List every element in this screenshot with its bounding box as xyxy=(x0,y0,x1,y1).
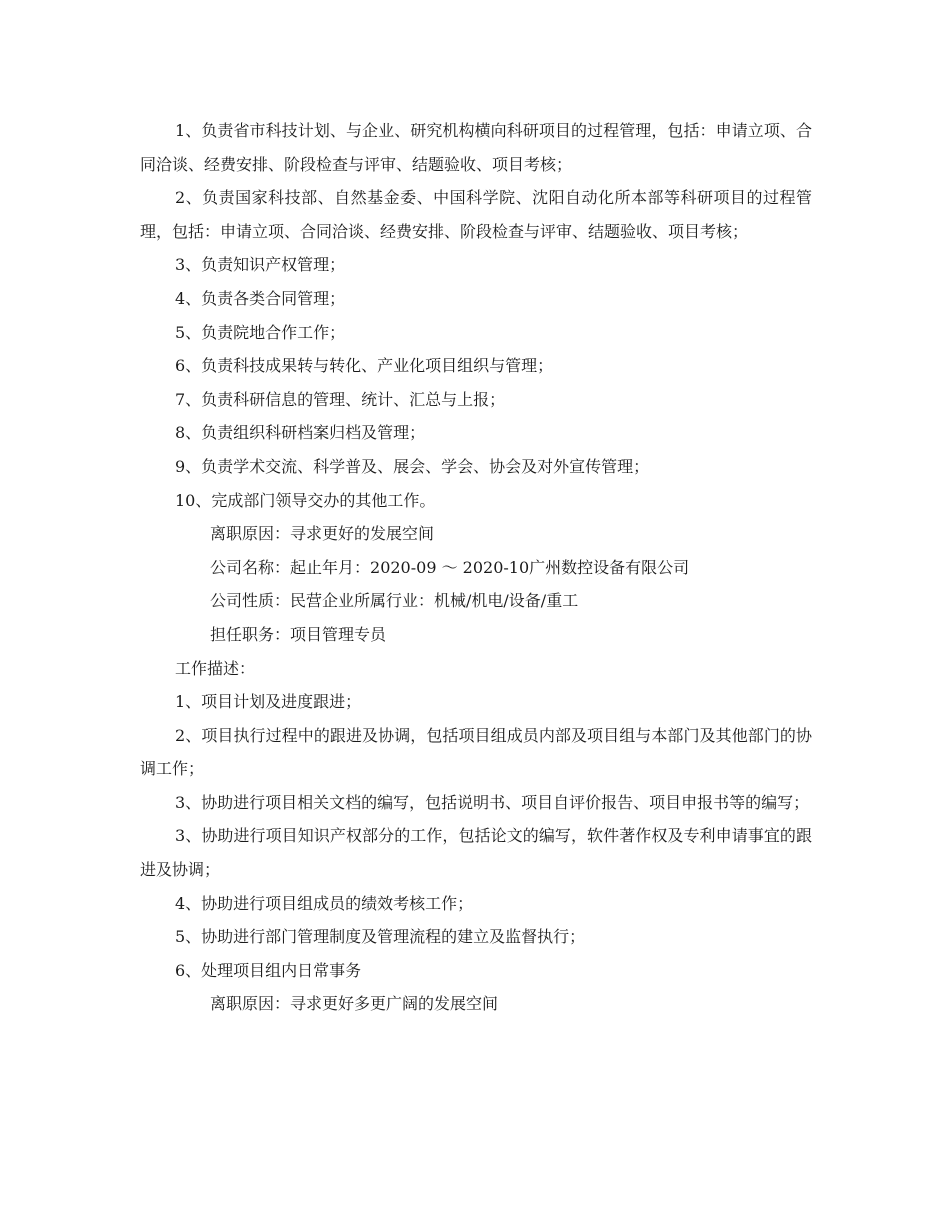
field-line-leave-reason-final xyxy=(140,987,812,1021)
work-paragraph: 1、项目计划及进度跟进； xyxy=(175,692,362,712)
duty-paragraph: 10、完成部门领导交办的其他工作。 xyxy=(175,490,436,510)
work-paragraph: 5、协助进行部门管理制度及管理流程的建立及监督执行； xyxy=(175,927,586,947)
field-line-company-name xyxy=(140,551,812,585)
field-value: 项目管理专员 xyxy=(290,624,387,644)
field-value: 寻求更好的发展空间 xyxy=(290,524,435,544)
duty-paragraph: 7、负责科研信息的管理、统计、汇总与上报； xyxy=(175,389,506,409)
duty-paragraph: 6、负责科技成果转与转化、产业化项目组织与管理； xyxy=(175,356,554,376)
work-paragraph: 4、协助进行项目组成员的绩效考核工作； xyxy=(175,893,474,913)
field-label: 担任职务： xyxy=(210,624,291,644)
field-value: 民营企业所属行业：机械/机电/设备/重工 xyxy=(290,591,579,611)
work-paragraph: 3、协助进行项目知识产权部分的工作，包括论文的编写，软件著作权及专利申请事宜的跟进及协调； xyxy=(140,826,812,880)
duty-paragraph: 5、负责院地合作工作； xyxy=(175,322,346,342)
field-label: 离职原因： xyxy=(210,524,291,544)
work-paragraph: 2、项目执行过程中的跟进及协调，包括项目组成员内部及项目组与本部门及其他部门的协调工作； xyxy=(140,725,812,779)
document-body xyxy=(140,114,812,1021)
field-label: 离职原因： xyxy=(210,994,291,1014)
duty-paragraph: 4、负责各类合同管理； xyxy=(175,288,346,308)
field-label: 公司名称： xyxy=(210,557,291,577)
work-paragraph: 3、协助进行项目相关文档的编写，包括说明书、项目自评价报告、项目申报书等的编写； xyxy=(175,792,810,812)
field-value: 起止年月：2020-09 ～ 2020-10广州数控设备有限公司 xyxy=(290,557,690,577)
work-description-label: 工作描述： xyxy=(175,658,256,678)
field-value: 寻求更好多更广阔的发展空间 xyxy=(290,994,499,1014)
duty-paragraph: 1、负责省市科技计划、与企业、研究机构横向科研项目的过程管理，包括：申请立项、合同洽谈、经费安排、阶段检查与评审、结题验收、项目考核； xyxy=(140,121,812,174)
field-line-position xyxy=(140,618,812,652)
field-label: 公司性质： xyxy=(210,591,291,611)
duty-paragraph: 3、负责知识产权管理； xyxy=(175,255,346,275)
duty-paragraph: 2、负责国家科技部、自然基金委、中国科学院、沈阳自动化所本部等科研项目的过程管理，包括：申请立项、合同洽谈、经费安排、阶段检查与评审、结题验收、项目考核； xyxy=(140,188,812,241)
duty-paragraph: 9、负责学术交流、科学普及、展会、学会、协会及对外宣传管理； xyxy=(175,456,650,476)
work-paragraph: 6、处理项目组内日常事务 xyxy=(175,960,362,980)
duty-paragraph: 8、负责组织科研档案归档及管理； xyxy=(175,423,426,443)
field-line-leave-reason xyxy=(140,517,812,551)
field-line-company-type xyxy=(140,584,812,618)
